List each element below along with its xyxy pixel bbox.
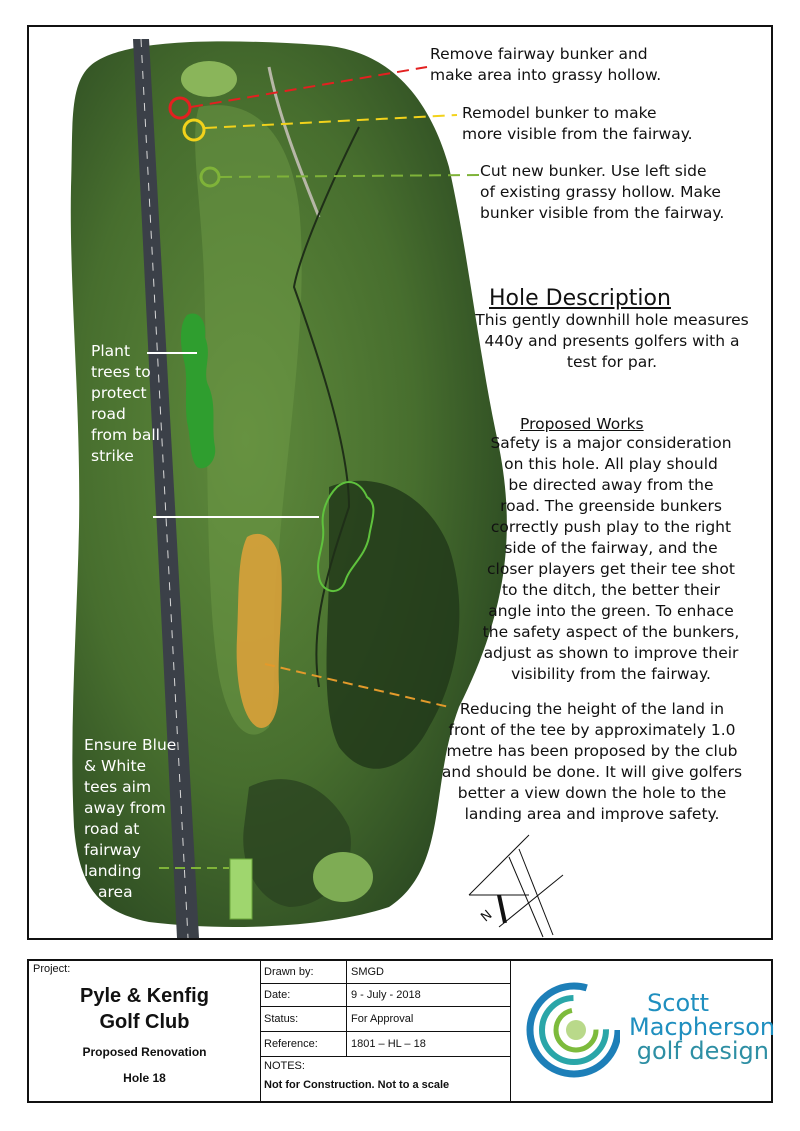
green-lower bbox=[313, 852, 373, 902]
proposed-works-title: Proposed Works bbox=[520, 415, 644, 433]
hole-number: Hole 18 bbox=[123, 1071, 166, 1085]
notes-value: Not for Construction. Not to a scale bbox=[264, 1079, 450, 1091]
drawing-sheet bbox=[27, 25, 773, 940]
tee-box bbox=[230, 859, 252, 919]
project-label: Project: bbox=[33, 963, 71, 975]
status-label: Status: bbox=[264, 1013, 299, 1025]
drawn-by-value: SMGD bbox=[351, 966, 384, 978]
swirl-logo-icon bbox=[524, 975, 620, 1085]
reference-label: Reference: bbox=[264, 1038, 318, 1050]
hole-description-intro: This gently downhill hole measures 440y and presents golfers with a test for par. bbox=[475, 311, 749, 371]
project-name: Pyle & Kenfig Golf Club bbox=[80, 985, 209, 1033]
remove-bunker-note: Remove fairway bunker and make area into grassy hollow. bbox=[430, 45, 662, 84]
plant-trees-note: Plant trees to protect road from ball strike bbox=[91, 342, 160, 465]
status-value: For Approval bbox=[351, 1013, 414, 1025]
tees-note: Ensure Blue & White tees aim away from road at fairway landing area bbox=[84, 736, 177, 901]
title-block bbox=[27, 959, 776, 1103]
hole-description-title: Hole Description bbox=[489, 286, 671, 311]
date-value: 9 - July - 2018 bbox=[351, 989, 421, 1001]
reference-value: 1801 – HL – 18 bbox=[351, 1038, 426, 1050]
cut-bunker-note: Cut new bunker. Use left side of existing grassy hollow. Make bunker visible from the fairway. bbox=[480, 162, 725, 222]
proposed-works-text: Safety is a major consideration on this hole. All play should be directed away from the road. The greenside bunkers correctly push play to the right side of the fairway, and the closer players get their tee shot to the ditch, the better their angle into the green. To enhace the safety aspect of the bunkers, adjust as shown to improve their visibility from the fairway. bbox=[482, 434, 740, 683]
drawn-by-label: Drawn by: bbox=[264, 966, 314, 978]
north-label: N bbox=[478, 907, 496, 926]
date-label: Date: bbox=[264, 989, 291, 1001]
tee-works-text: Reducing the height of the land in front of the tee by approximately 1.0 metre has been proposed by the club and should be done. It will give golfers better a view down the hole to the landing area and improve safety. bbox=[441, 700, 743, 823]
remodel-bunker-note: Remodel bunker to make more visible from the fairway. bbox=[462, 104, 693, 143]
notes-label: NOTES: bbox=[264, 1060, 305, 1072]
sand-area bbox=[237, 534, 282, 728]
logo-text: Scott Macpherson golf design bbox=[629, 989, 776, 1065]
north-arrow bbox=[469, 835, 563, 937]
project-subtitle: Proposed Renovation bbox=[82, 1045, 207, 1059]
green-top bbox=[181, 61, 237, 97]
